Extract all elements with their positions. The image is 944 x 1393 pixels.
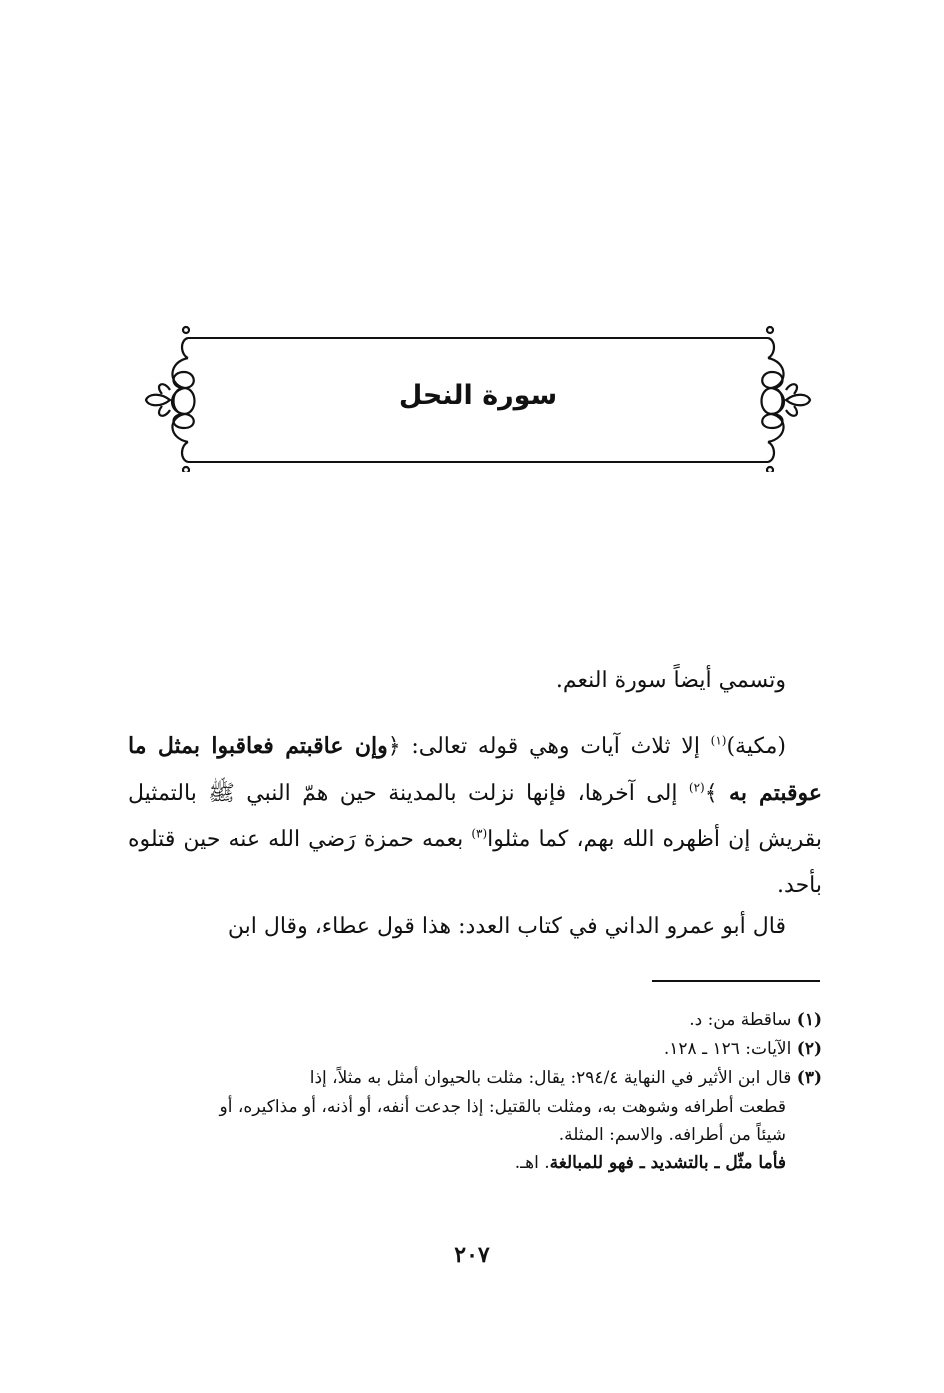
footnote-2 <box>128 1035 822 1063</box>
dani-quote-text: قال أبو عمرو الداني في كتاب العدد: هذا قول عطاء، وقال ابن <box>227 914 786 939</box>
footnote-bold-phrase: فأما مثّل ـ بالتشديد ـ فهو للمبالغة <box>549 1153 786 1173</box>
footnote-text-line-4 <box>128 1149 822 1177</box>
footnote-number: (٢) <box>796 1039 822 1059</box>
footnote-line-4-end: . اهـ. <box>514 1153 550 1173</box>
footnote-text-line-1: قال ابن الأثير في النهاية ٢٩٤/٤: يقال: مثلت بالحيوان أمثل به مثلاً، إذا <box>309 1068 797 1088</box>
footnote-text: الآيات: ١٢٦ ـ ١٢٨. <box>663 1039 797 1059</box>
quran-verse: وإن عاقبتم فعاقبوا بمثل ما عوقبتم به <box>128 733 822 806</box>
footnotes <box>128 1006 822 1177</box>
revelation-text-b: إلى آخرها، فإنها نزلت بالمدينة حين همّ النبي ﷺ بالتمثيل بقريش إن أظهره الله بهم، كما مثلوا <box>128 781 822 852</box>
revelation-text-a: إلا ثلاث آيات وهي قوله تعالى: <box>400 734 711 759</box>
footnote-3 <box>128 1064 822 1177</box>
paragraph-dani-quote <box>128 904 822 950</box>
footnote-1 <box>128 1006 822 1034</box>
quran-close-bracket: ﴾ <box>704 781 718 806</box>
paragraph-revelation <box>128 723 822 909</box>
paragraph-alternate-name <box>128 658 822 704</box>
quran-open-bracket: ﴿ <box>387 734 401 759</box>
alternate-name-text: وتسمي أيضاً سورة النعم. <box>555 668 786 693</box>
footnote-number: (١) <box>796 1010 822 1030</box>
surah-title-cartouche <box>140 322 816 472</box>
footnote-text-line-2: قطعت أطرافه وشوهت به، ومثلت بالقتيل: إذا جدعت أنفه، أو أذنه، أو مذاكيره، أو <box>219 1097 786 1117</box>
footnote-ref-3[interactable]: (٣) <box>471 826 488 841</box>
revelation-text-c: بعمه حمزة رَضي الله عنه حين قتلوه بأحد. <box>128 827 822 898</box>
makkiyya-label: (مكية) <box>726 734 787 759</box>
footnote-separator <box>652 980 820 982</box>
footnote-text-line-3: شيئاً من أطرافه. والاسم: المثلة. <box>558 1125 786 1145</box>
footnote-ref-1[interactable]: (١) <box>710 733 727 748</box>
surah-title: سورة النحل <box>398 380 558 411</box>
page-number: ٢٠٧ <box>454 1242 490 1268</box>
footnote-ref-2[interactable]: (٢) <box>688 780 705 795</box>
footnote-number: (٣) <box>796 1068 822 1088</box>
footnote-text: ساقطة من: د. <box>689 1010 797 1030</box>
